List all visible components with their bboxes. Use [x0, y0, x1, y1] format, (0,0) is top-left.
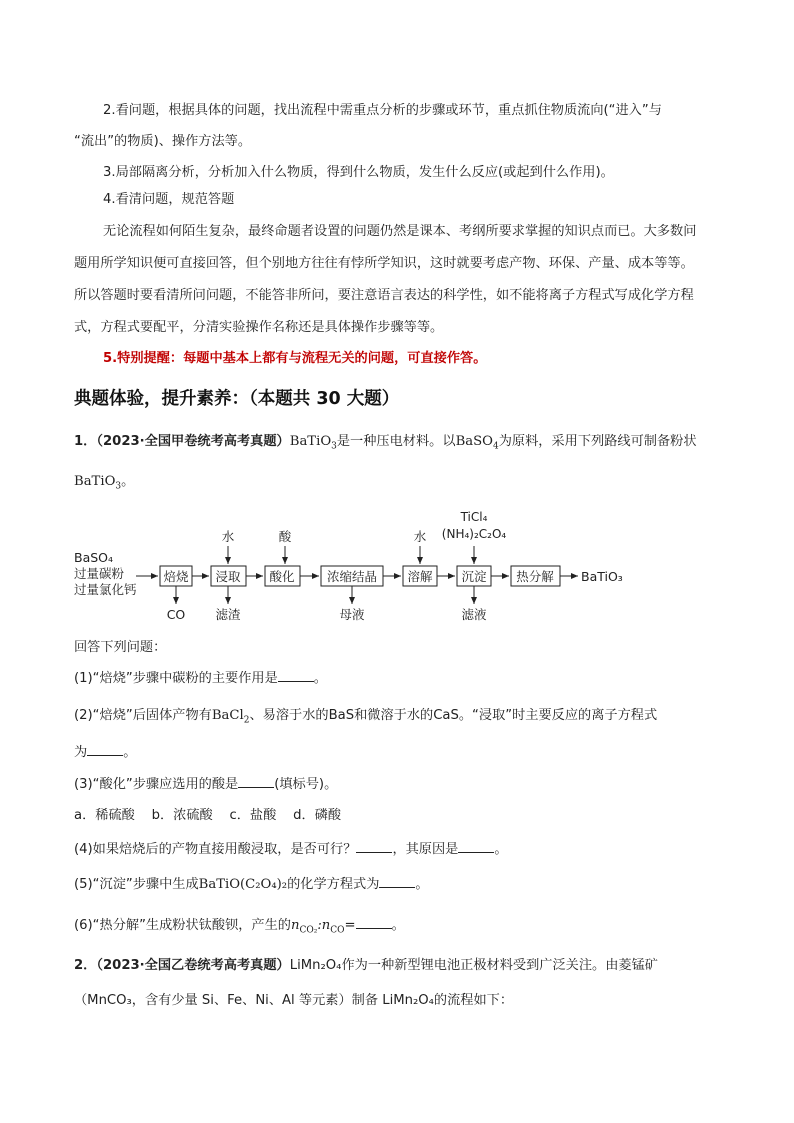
q1-options: a．稀硫酸 b．浓硫酸 c．盐酸 d．磷酸 — [74, 808, 342, 823]
flow-product: BaTiO₃ — [581, 569, 623, 584]
q2-source: （2023·全国乙卷统考高考真题） — [96, 958, 290, 973]
intro-para-4: 式，方程式要配平，分清实验操作名称还是具体操作步骤等等。 — [74, 320, 444, 335]
q2-number: 2． — [74, 958, 97, 973]
answer-blank-3[interactable] — [238, 775, 274, 788]
q1-source: （2023·全国甲卷统考高考真题） — [96, 434, 290, 449]
flow-out-co: CO — [166, 607, 186, 622]
q1-number: 1． — [74, 434, 97, 449]
intro-para-2: 题用所学知识便可直接回答，但个别地方往往有悖所学知识，这时就要考虑产物、环保、产量、成本等等。 — [74, 256, 694, 271]
q1-stem-line2: BaTiO$_3$。 — [74, 474, 135, 492]
flow-step-thermal: 热分解 — [516, 569, 554, 584]
q1-formula-batio3-b: BaTiO$_3$ — [74, 474, 122, 492]
flow-input-carbon: 过量碳粉 — [74, 566, 125, 581]
q1-sub2: (2)“焙烧”后固体产物有BaCl$_2$、易溶于水的BaS和微溶于水的CaS。“浸取”时主要反应的离子方程式 — [74, 708, 658, 726]
q1-sub1: (1)“焙烧”步骤中碳粉的主要作用是 。 — [74, 671, 327, 686]
q2-line-1: LiMn₂O₄作为一种新型锂电池正极材料受到广泛关注。由菱锰矿 — [289, 958, 658, 973]
q1-flow-diagram — [0, 505, 794, 630]
q1-stem-text-d: 为原料，采用下列路线可制备粉状 — [498, 434, 697, 449]
q1-sub3: (3)“酸化”步骤应选用的酸是 (填标号)。 — [74, 777, 338, 792]
flow-step-concentrate: 浓缩结晶 — [326, 569, 378, 584]
intro-para-1: 无论流程如何陌生复杂，最终命题者设置的问题仍然是课本、考纲所要求掌握的知识点而已。大多数问 — [103, 224, 697, 239]
intro-line-2a: 2.看问题，根据具体的问题，找出流程中需重点分析的步骤或环节，重点抓住物质流向(“进入”与 — [103, 103, 662, 118]
q1-formula-baso4: BaSO$_4$ — [455, 434, 499, 452]
q1-formula-batio-oxalate: BaTiO(C₂O₄)₂ — [198, 877, 288, 892]
flow-add-water-2: 水 — [413, 529, 427, 544]
flow-step-precipitate: 沉淀 — [461, 569, 487, 584]
flow-step-acidify: 酸化 — [269, 569, 295, 584]
special-reminder: 5.特别提醒：每题中基本上都有与流程无关的问题，可直接作答。 — [103, 351, 487, 366]
flow-input-baso4: BaSO₄ — [74, 550, 114, 565]
answer-blank-4b[interactable] — [458, 840, 494, 853]
flow-out-mother-liquor: 母液 — [339, 607, 365, 622]
q1-sub4: (4)如果焙烧后的产物直接用酸浸取，是否可行？ ，其原因是 。 — [74, 842, 508, 857]
flow-out-residue: 滤渣 — [215, 607, 241, 622]
flow-out-filtrate: 滤液 — [461, 607, 487, 622]
flow-add-acid: 酸 — [278, 529, 292, 544]
flow-step-roast: 焙烧 — [163, 569, 189, 584]
intro-line-4: 4.看清问题，规范答题 — [103, 192, 235, 207]
answer-blank-2[interactable] — [87, 743, 123, 756]
answer-blank-4a[interactable] — [356, 840, 392, 853]
flow-add-water-1: 水 — [221, 529, 235, 544]
flow-step-dissolve: 溶解 — [407, 569, 433, 584]
intro-para-3: 所以答题时要看清所问问题，不能答非所问，要注意语言表达的科学性，如不能将离子方程式写成化学方程 — [74, 288, 694, 303]
q1-stem — [74, 432, 697, 457]
q2-line-2: （MnCO₃，含有少量 Si、Fe、Ni、Al 等元素）制备 LiMn₂O₄的流程如下： — [74, 993, 514, 1008]
section-heading: 典题体验，提升素养：（本题共 30 大题） — [74, 389, 400, 409]
intro-line-2b: “流出”的物质)、操作方法等。 — [74, 134, 252, 149]
q1-sub6: (6)“热分解”生成粉状钛酸钡，产生的$n_{CO_2}:n_{CO}=$ 。 — [74, 918, 405, 936]
intro-line-3: 3.局部隔离分析，分析加入什么物质，得到什么物质，发生什么反应(或起到什么作用)。 — [103, 165, 614, 180]
flow-add-ticl4: TiCl₄ — [460, 510, 488, 524]
flow-add-oxalate: (NH₄)₂C₂O₄ — [441, 527, 507, 541]
q1-sub5: (5)“沉淀”步骤中生成BaTiO(C₂O₄)₂的化学方程式为 。 — [74, 877, 429, 892]
answer-blank-5[interactable] — [379, 875, 415, 888]
q1-prompt: 回答下列问题： — [74, 640, 167, 655]
answer-blank-1[interactable] — [278, 669, 314, 682]
q1-formula-batio3: BaTiO$_3$ — [289, 434, 337, 452]
q1-sub2-tail: 为 。 — [74, 745, 137, 760]
answer-blank-6[interactable] — [356, 916, 392, 929]
q2-stem — [74, 956, 658, 976]
q1-stem-text-b: 是一种压电材料。以 — [336, 434, 456, 449]
flow-step-leach: 浸取 — [215, 569, 241, 584]
flow-input-cacl2: 过量氯化钙 — [74, 582, 137, 597]
